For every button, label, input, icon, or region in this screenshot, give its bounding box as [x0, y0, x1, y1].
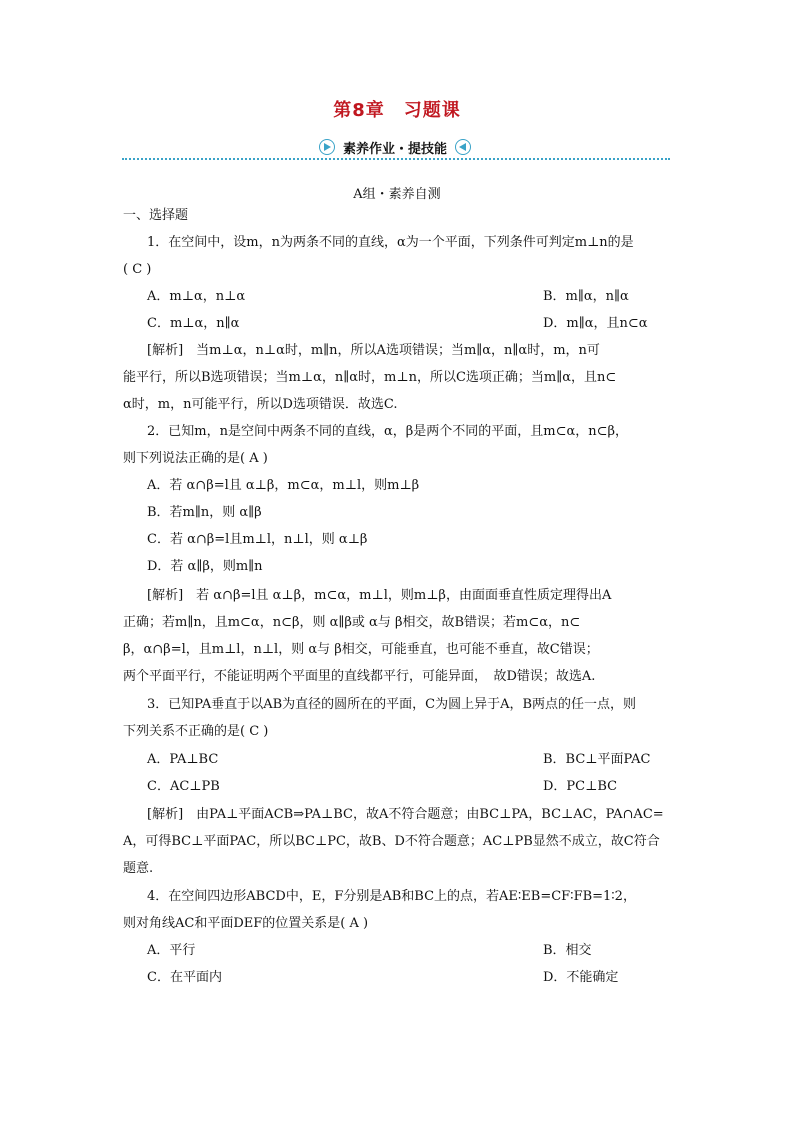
q1-analysis-cont: α时，m，n可能平行，所以D选项错误．故选C. — [123, 397, 398, 412]
q3-option-b: B．BC⊥平面PAC — [543, 752, 651, 767]
q3-option-c: C．AC⊥PB — [147, 779, 220, 794]
q3-option-d: D．PC⊥BC — [543, 779, 618, 794]
group-title: A组・素养自测 — [353, 187, 441, 202]
q4-option-d: D．不能确定 — [543, 970, 619, 985]
q4-options-row1 — [147, 941, 677, 961]
q2-analysis-cont: β，α∩β=l，且m⊥l，n⊥l，则 α与 β相交，可能垂直，也可能不垂直，故C错误； — [123, 642, 599, 657]
page-title: 第8章 习题课 — [333, 100, 461, 121]
q3-analysis: [解析] 由PA⊥平面ACB⇒PA⊥BC，故A不符合题意；由BC⊥PA，BC⊥AC，PA∩AC= — [147, 807, 664, 822]
q3-analysis-cont: 题意. — [123, 861, 154, 876]
q4-option-a: A．平行 — [147, 943, 196, 958]
q2-analysis: [解析] 若 α∩β=l且 α⊥β，m⊂α，m⊥l，则m⊥β，由面面垂直性质定理得出A — [147, 588, 612, 603]
section-heading: 一、选择题 — [123, 208, 189, 223]
dotted-divider — [122, 158, 670, 160]
q1-stem-cont: ( C ) — [123, 262, 152, 277]
q2-analysis-cont: 正确；若m∥n，且m⊂α，n⊂β，则 α∥β或 α与 β相交，故B错误；若m⊂α，n⊂ — [123, 615, 581, 630]
banner-label — [300, 138, 490, 156]
q2-option-c: C．若 α∩β=l且m⊥l，n⊥l，则 α⊥β — [147, 532, 368, 547]
play-left-icon — [455, 139, 471, 155]
q1-option-b: B．m∥α，n∥α — [543, 289, 629, 304]
section-banner — [122, 138, 670, 162]
q1-options-row2 — [147, 314, 677, 334]
q1-analysis-cont: 能平行，所以B选项错误；当m⊥α，n∥α时，m⊥n，所以C选项正确；当m∥α，且n⊂ — [123, 370, 617, 385]
q2-stem: 2．已知m，n是空间中两条不同的直线，α，β是两个不同的平面，且m⊂α，n⊂β， — [147, 424, 629, 439]
q4-stem-cont: 则对角线AC和平面DEF的位置关系是( A ) — [123, 916, 369, 931]
banner-text: 素养作业・提技能 — [342, 141, 447, 157]
q2-option-d: D．若 α∥β，则m∥n — [147, 559, 263, 574]
q3-options-row2 — [147, 777, 677, 797]
q4-stem: 4．在空间四边形ABCD中，E，F分别是AB和BC上的点，若AE∶EB=CF∶FB=1∶2， — [147, 889, 636, 904]
q3-option-a: A．PA⊥BC — [147, 752, 219, 767]
q1-option-a: A．m⊥α，n⊥α — [147, 289, 246, 304]
q3-options-row1 — [147, 750, 677, 770]
q2-stem-cont: 则下列说法正确的是( A ) — [123, 451, 268, 466]
q1-analysis: [解析] 当m⊥α，n⊥α时，m∥n，所以A选项错误；当m∥α，n∥α时，m，n可 — [147, 343, 600, 358]
q4-options-row2 — [147, 968, 677, 988]
q3-analysis-cont: A，可得BC⊥平面PAC，所以BC⊥PC，故B、D不符合题意；AC⊥PB显然不成立，故C符合 — [123, 834, 660, 849]
q3-stem: 3．已知PA垂直于以AB为直径的圆所在的平面，C为圆上异于A，B两点的任一点，则 — [147, 697, 637, 712]
q2-option-a: A．若 α∩β=l且 α⊥β，m⊂α，m⊥l，则m⊥β — [147, 478, 420, 493]
q2-option-b: B．若m∥n，则 α∥β — [147, 505, 262, 520]
q4-option-c: C．在平面内 — [147, 970, 222, 985]
q1-options-row1 — [147, 287, 677, 307]
q4-option-b: B．相交 — [543, 943, 592, 958]
play-right-icon — [319, 139, 335, 155]
q1-option-c: C．m⊥α，n∥α — [147, 316, 240, 331]
q1-stem: 1．在空间中，设m，n为两条不同的直线，α为一个平面，下列条件可判定m⊥n的是 — [147, 235, 634, 250]
q2-analysis-cont: 两个平面平行，不能证明两个平面里的直线都平行，可能异面， 故D错误；故选A. — [123, 669, 596, 684]
q3-stem-cont: 下列关系不正确的是( C ) — [123, 724, 269, 739]
q1-option-d: D．m∥α，且n⊂α — [543, 316, 648, 331]
